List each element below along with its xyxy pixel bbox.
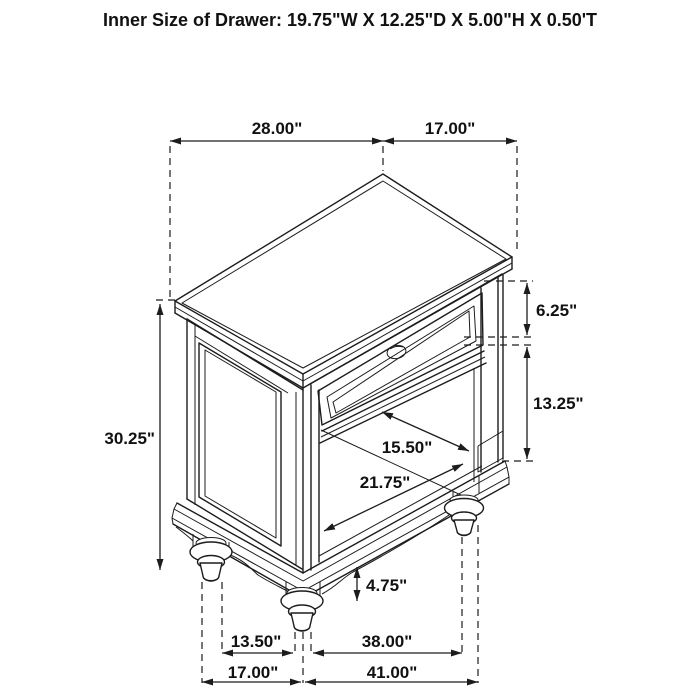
dim-shelf-height-label: 13.25" xyxy=(533,394,584,413)
dim-drawer-height-label: 6.25" xyxy=(536,301,578,320)
dimension-annotations xyxy=(104,119,583,683)
drawer-pull-icon xyxy=(386,344,407,361)
dim-leg-span-depth-outer-label: 17.00" xyxy=(227,663,279,682)
dim-leg-span-width-inner-label: 38.00" xyxy=(361,632,413,651)
dim-top-depth-label: 17.00" xyxy=(424,119,476,138)
drawing-title: Inner Size of Drawer: 19.75"W X 12.25"D X 5.00"H X 0.50'T xyxy=(102,10,598,30)
dim-leg-span-width-outer-label: 41.00" xyxy=(366,663,418,682)
dim-shelf-width-label: 15.50" xyxy=(381,438,433,457)
dim-top-width-label: 28.00" xyxy=(251,119,303,138)
dim-leg-span-depth-inner-label: 13.50" xyxy=(230,632,282,651)
dim-front-edge-label: 21.75" xyxy=(359,473,411,492)
left-side-panel xyxy=(187,319,303,569)
dim-overall-height-label: 30.25" xyxy=(104,429,155,448)
dim-leg-height-label: 4.75" xyxy=(366,576,408,595)
nightstand-drawing xyxy=(172,174,512,631)
center-front-leg xyxy=(281,588,323,632)
left-front-leg xyxy=(190,538,232,582)
